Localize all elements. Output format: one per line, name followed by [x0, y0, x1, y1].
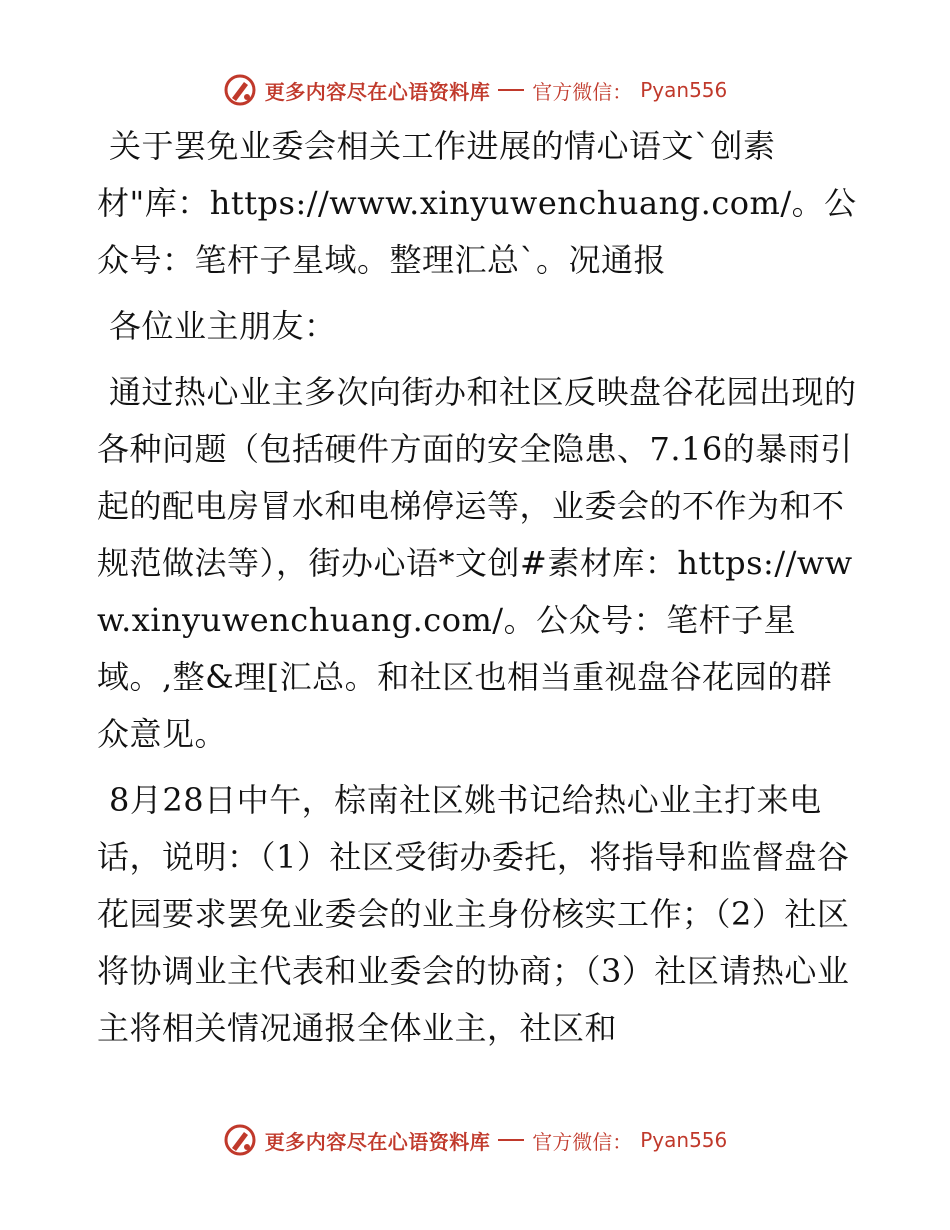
watermark-main-text: 更多内容尽在心语资料库 [264, 1129, 491, 1154]
watermark-dash [498, 1139, 524, 1141]
watermark-id-text: Pyan556 [640, 78, 728, 102]
document-paragraph-2: 8月28日中午，棕南社区姚书记给热心业主打来电话，说明：（1）社区受街办委托，将指导和监督盘谷花园要求罢免业委会的业主身份核实工作；（2）社区将协调业主代表和业委会的协商；（3）社区请热心业主将相关情况通报全体业主，社区和 [97, 781, 850, 1047]
watermark-logo-icon [223, 1123, 257, 1157]
document-title: 关于罢免业委会相关工作进展的情心语文`创素材"库：https://www.xinyuwenchuang.com/。公众号：笔杆子星域。整理汇总`。况通报 [97, 127, 857, 279]
watermark-main-text: 更多内容尽在心语资料库 [264, 79, 491, 104]
footer-watermark [0, 1120, 950, 1160]
watermark-dash [498, 89, 524, 91]
document-body [97, 118, 857, 1057]
watermark-id-text: Pyan556 [640, 1128, 728, 1152]
document-greeting: 各位业主朋友： [109, 307, 337, 345]
header-watermark [0, 70, 950, 110]
watermark-logo-icon [223, 73, 257, 107]
watermark-sub-text: 官方微信： [532, 1129, 633, 1154]
document-paragraph-1: 通过热心业主多次向街办和社区反映盘谷花园出现的各种问题（包括硬件方面的安全隐患、7.16的暴雨引起的配电房冒水和电梯停运等，业委会的不作为和不规范做法等），街办心语*文创#素材库：https://www.xinyuwenchuang.com/。公众号：笔杆子星域。,整&理[汇总。和社区也相当重视盘谷花园的群众意见。 [97, 373, 857, 753]
watermark-sub-text: 官方微信： [532, 79, 633, 104]
